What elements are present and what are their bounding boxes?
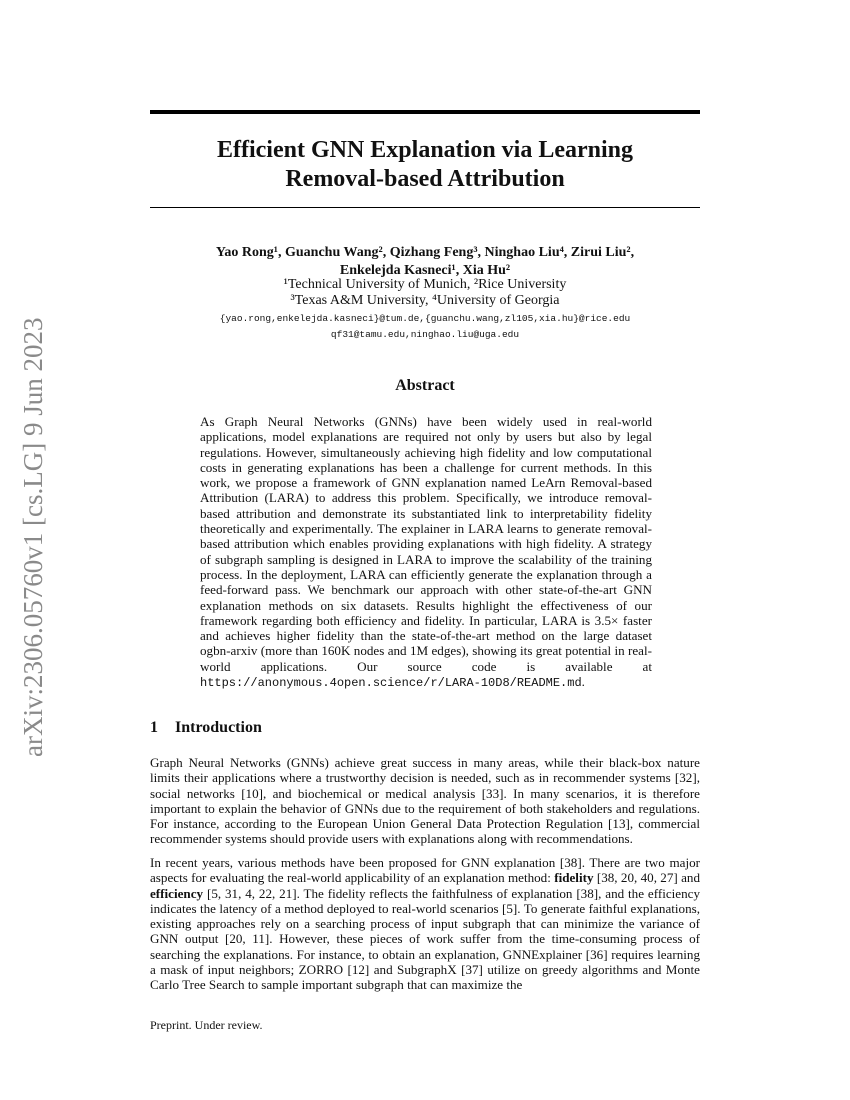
affiliation-line-1: ¹Technical University of Munich, ²Rice University <box>283 277 567 292</box>
title-line-2: Removal-based Attribution <box>285 166 565 192</box>
title-top-rule <box>150 110 700 114</box>
intro-paragraph-2 <box>150 855 700 993</box>
email-line-1: {yao.rong,enkelejda.kasneci}@tum.de,{guanchu.wang,zl105,xia.hu}@rice.edu <box>219 313 631 324</box>
abstract-end: . <box>581 674 585 690</box>
abstract-heading: Abstract <box>395 377 455 394</box>
efficiency-term: efficiency <box>150 885 204 901</box>
authors-line-1: Yao Rong¹, Guanchu Wang², Qizhang Feng³, Ninghao Liu⁴, Zirui Liu², <box>215 245 635 260</box>
intro-p2-part-a: In recent years, various methods have been proposed for GNN explanation [38]. There are two major aspects for evaluating the real-world applicability of an explanation method: <box>150 855 700 886</box>
affiliation-line-2: ³Texas A&M University, ⁴University of Georgia <box>290 293 560 308</box>
affiliations <box>150 277 700 309</box>
abstract-body <box>200 414 652 691</box>
fidelity-term: fidelity <box>554 870 594 886</box>
intro-paragraph-1: Graph Neural Networks (GNNs) achieve great success in many areas, while their black-box nature limits their applications where a trustworthy decision is needed, such as in recommender systems [32], social networks [10], and biochemical or medical analysis [33]. In many scenarios, it is therefore important to explain the behavior of GNNs due to the requirement of both stakeholders and regulations. For instance, according to the European Union General Data Protection Regulation [13], commercial recommender systems should provide users with explanations along with recommendations. <box>150 755 700 847</box>
section-heading <box>150 719 262 737</box>
title-line-1: Efficient GNN Explanation via Learning <box>216 137 634 163</box>
author-list <box>150 244 700 280</box>
email-line-2: qf31@tamu.edu,ninghao.liu@uga.edu <box>330 329 520 340</box>
section-number: 1 <box>150 719 158 736</box>
title-bottom-rule <box>150 207 700 208</box>
authors-line-2: Enkelejda Kasneci¹, Xia Hu² <box>339 263 511 278</box>
intro-p2-part-c: [5, 31, 4, 22, 21]. The fidelity reflects the faithfulness of explanation [38], and the efficiency indicates the latency of a method deployed to real-world scenarios [5]. To generate faithful explanations, existing approaches rely on a searching process of input subgraph that can minimize the variance of GNN output [20, 11]. However, these pieces of work suffer from the time-consuming process of searching the explanations. For instance, to obtain an explanation, GNNExplainer [36] requires learning a mask of input neighbors; ZORRO [12] and SubgraphX [37] utilize on greedy algorithms and Monte Carlo Tree Search to sample important subgraph that can maximize the <box>150 885 700 993</box>
arxiv-identifier: arXiv:2306.05760v1 [cs.LG] 9 Jun 2023 <box>18 317 48 757</box>
paper-title <box>150 136 700 194</box>
section-title: Introduction <box>175 719 262 736</box>
footer-note: Preprint. Under review. <box>150 1018 263 1032</box>
intro-p2-part-b: [38, 20, 40, 27] and <box>596 870 701 886</box>
source-code-link[interactable]: https://anonymous.4open.science/r/LARA-10D8/README.md <box>200 676 582 691</box>
abstract-text: As Graph Neural Networks (GNNs) have been widely used in real-world applications, model explanations are required not only by users but also by legal regulations. However, simultaneously achieving high fidelity and low computational costs in generating explanations has been a challenge for current methods. In this work, we propose a framework of GNN explanation named LeArn Removal-based Attribution (LARA) to address this problem. Specifically, we introduce removal-based attribution and demonstrate its substantiated link to interpretability fidelity theoretically and experimentally. The explainer in LARA learns to generate removal-based attribution which enables providing explanations with high fidelity. A strategy of subgraph sampling is designed in LARA to improve the scalability of the training process. In the deployment, LARA can efficiently generate the explanation through a feed-forward pass. We benchmark our approach with other state-of-the-art GNN explanation methods on six datasets. Results highlight the effectiveness of our framework regarding both efficiency and fidelity. In particular, LARA is 3.5× faster and achieves higher fidelity than the state-of-the-art method on the large dataset ogbn-arxiv (more than 160K nodes and 1M edges), showing its great potential in real-world applications. Our source code is available at <box>200 414 652 674</box>
